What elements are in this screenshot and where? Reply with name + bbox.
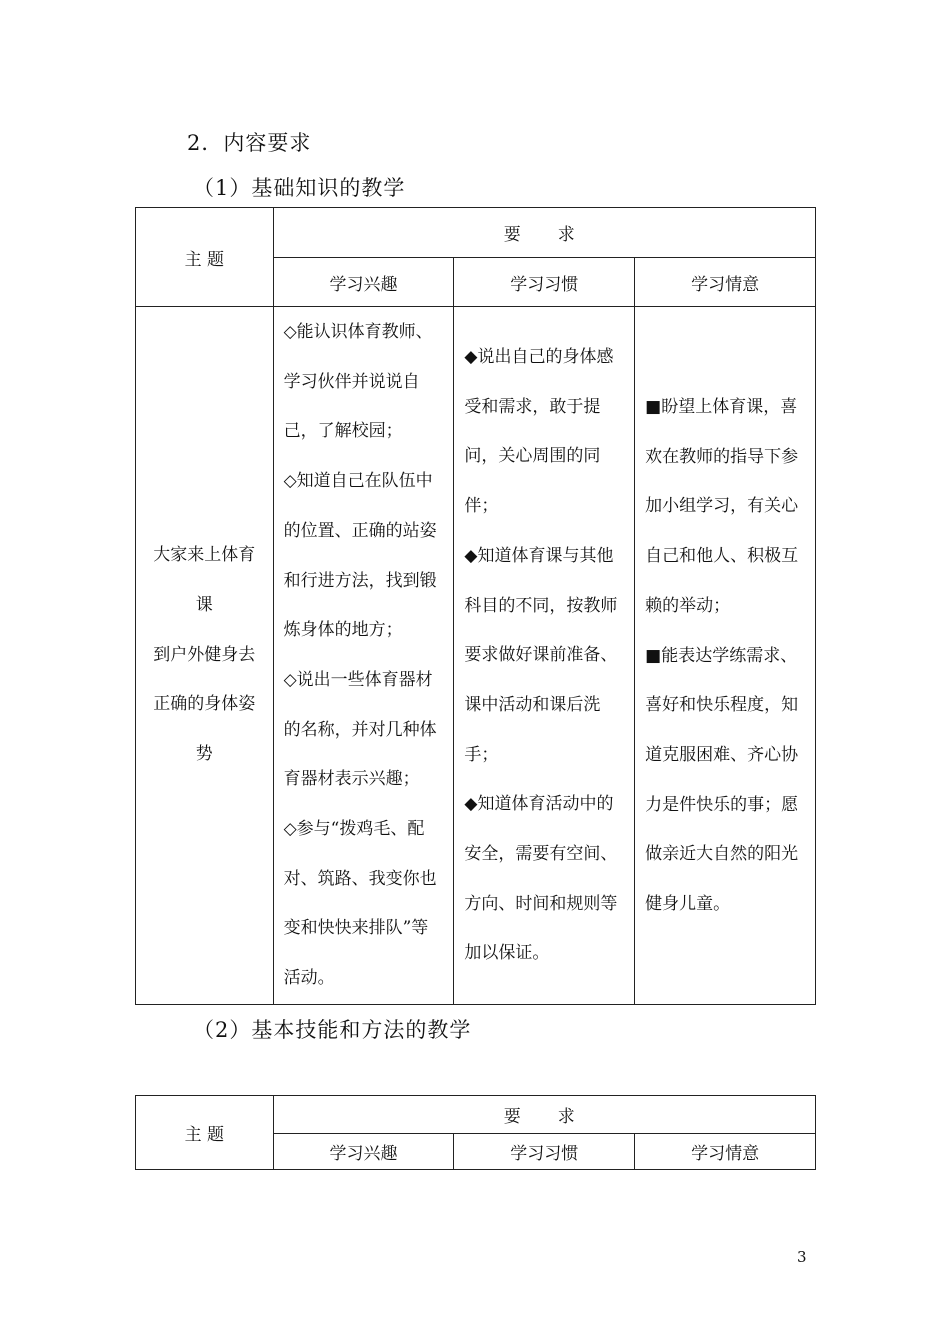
interest-cell xyxy=(273,307,454,1005)
emotion-item: ■能表达学练需求、喜好和快乐程度，知道克服困难、齐心协力是件快乐的事；愿做亲近大自然的阳光健身儿童。 xyxy=(645,645,799,915)
topic-line: 到户外健身去 xyxy=(153,644,256,665)
interest-item: ◇说出一些体育器材的名称，并对几种体育器材表示兴趣； xyxy=(283,669,437,790)
topic-header: 主 题 xyxy=(136,1096,274,1170)
habit-item: ◆说出自己的身体感受和需求，敢于提问，关心周围的同伴； xyxy=(464,347,614,517)
emotion-cell xyxy=(635,307,816,1005)
subsection-heading-2: （2）基本技能和方法的教学 xyxy=(193,1018,472,1042)
emotion-item: ■盼望上体育课，喜欢在教师的指导下参加小组学习，有关心自己和他人、积极互赖的举动； xyxy=(645,397,799,616)
interest-header: 学习兴趣 xyxy=(273,258,454,307)
habit-header: 学习习惯 xyxy=(454,1134,635,1170)
habit-header: 学习习惯 xyxy=(454,258,635,307)
habit-item: ◆知道体育活动中的安全，需要有空间、方向、时间和规则等加以保证。 xyxy=(464,794,618,964)
emotion-header: 学习情意 xyxy=(635,1134,816,1170)
topic-cell xyxy=(136,307,274,1005)
topic-line: 正确的身体姿 xyxy=(153,694,256,715)
skills-table xyxy=(135,1095,816,1170)
section-heading: 2．内容要求 xyxy=(187,131,312,155)
emotion-header: 学习情意 xyxy=(635,258,816,307)
interest-item: ◇能认识体育教师、学习伙伴并说说自己，了解校园； xyxy=(283,322,433,442)
habit-item: ◆知道体育课与其他科目的不同，按教师要求做好课前准备、课中活动和课后洗手； xyxy=(464,545,618,765)
requirement-header: 要 求 xyxy=(273,208,815,258)
topic-line: 课 xyxy=(195,594,213,615)
interest-item: ◇参与“拨鸡毛、配对、筑路、我变你也变和快快来排队”等活动。 xyxy=(283,819,437,989)
requirement-header: 要 求 xyxy=(273,1096,815,1134)
page-number: 3 xyxy=(797,1248,807,1266)
subsection-heading-1: （1）基础知识的教学 xyxy=(193,176,406,200)
habit-cell xyxy=(454,307,635,1005)
interest-header: 学习兴趣 xyxy=(273,1134,454,1170)
knowledge-table xyxy=(135,207,816,1005)
interest-item: ◇知道自己在队伍中的位置、正确的站姿和行进方法，找到锻炼身体的地方； xyxy=(283,471,437,641)
topic-header: 主 题 xyxy=(136,208,274,307)
topic-line: 大家来上体育 xyxy=(153,545,256,566)
topic-line: 势 xyxy=(195,743,213,764)
